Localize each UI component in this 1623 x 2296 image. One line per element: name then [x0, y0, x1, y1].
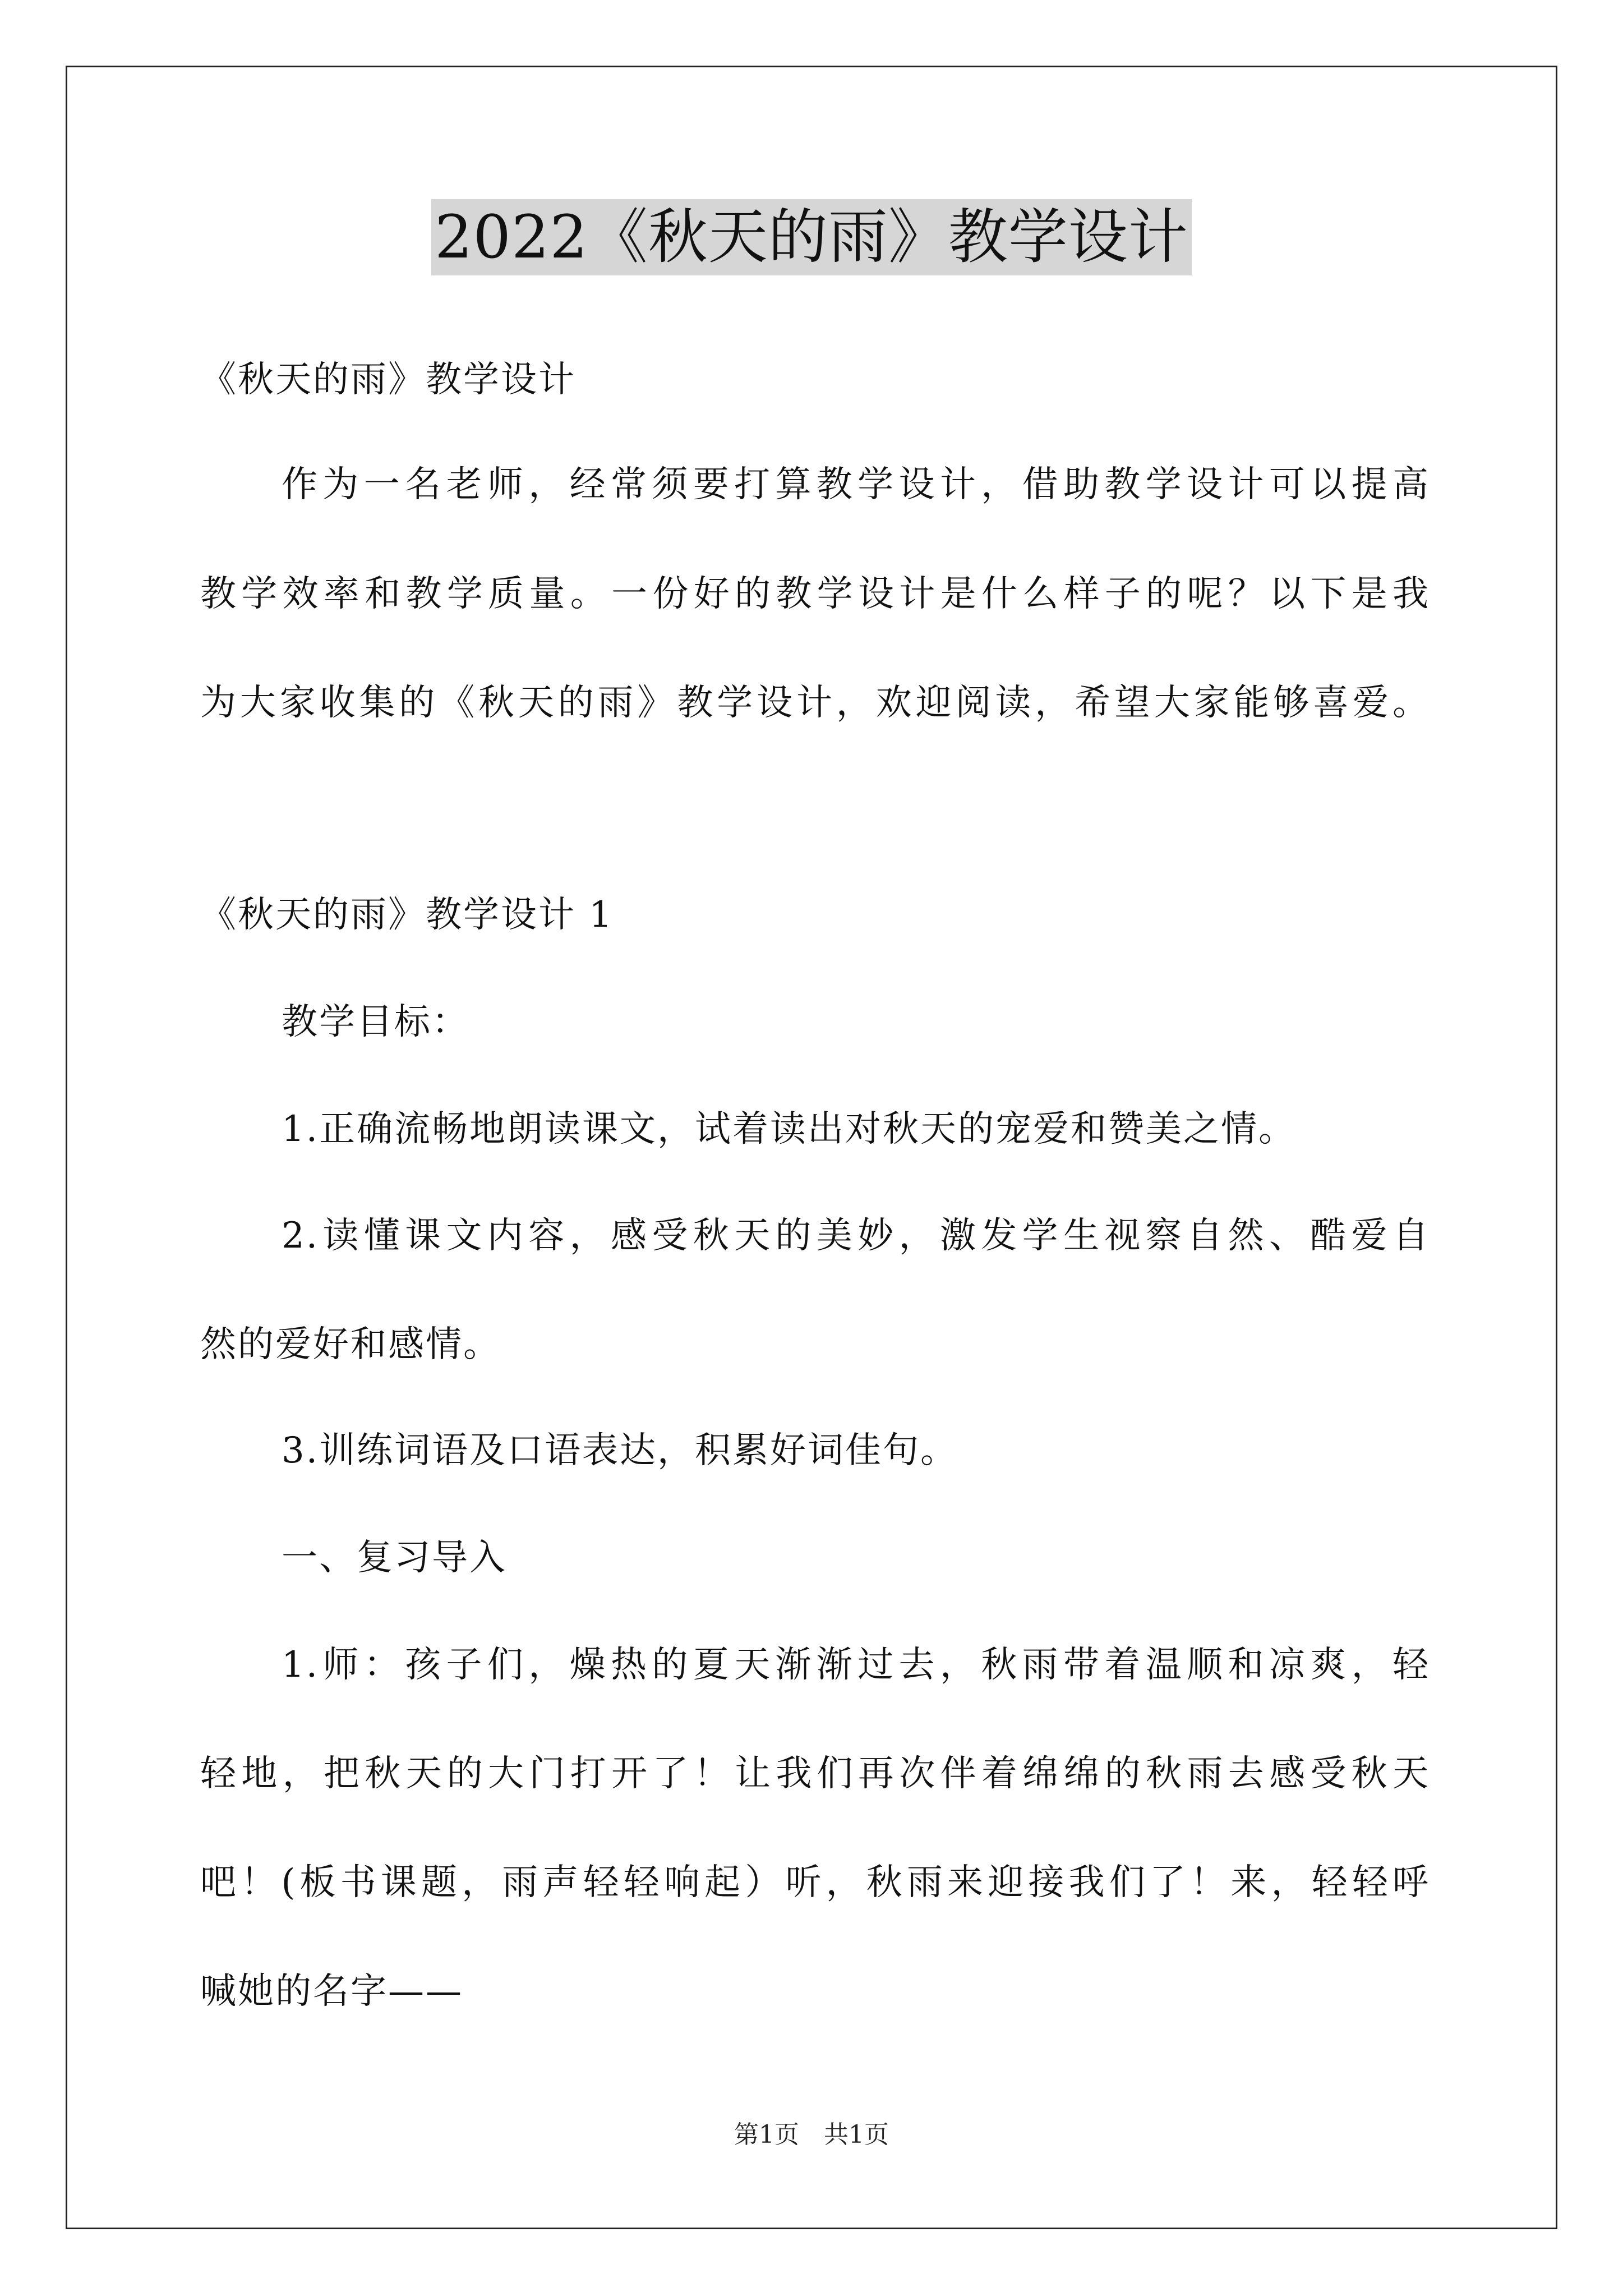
- objective-3: 3.训练词语及口语表达，积累好词佳句。: [282, 1430, 958, 1471]
- step-1-heading: 一、复习导入: [282, 1537, 507, 1579]
- section-heading: 《秋天的雨》教学设计 1: [200, 894, 614, 936]
- objective-1: 1.正确流畅地朗读课文，试着读出对秋天的宠爱和赞美之情。: [282, 1108, 1297, 1150]
- step-1-line-4: 喊她的名字——: [200, 1971, 463, 2012]
- objective-2-line-1: 2.读懂课文内容，感受秋天的美妙，激发学生视察自然、酷爱自: [282, 1215, 1430, 1257]
- title-container: [0, 199, 1623, 275]
- page-number-footer: 第1页 共1页: [734, 2120, 889, 2149]
- step-1-line-2: 轻地，把秋天的大门打开了！让我们再次伴着绵绵的秋雨去感受秋天: [200, 1753, 1430, 1795]
- intro-line-1: 作为一名老师，经常须要打算教学设计，借助教学设计可以提高: [282, 464, 1430, 505]
- step-1-line-3: 吧！(板书课题，雨声轻轻响起）听，秋雨来迎接我们了！来，轻轻呼: [200, 1862, 1430, 1903]
- objectives-label: 教学目标：: [282, 1001, 469, 1043]
- document-title: 2022《秋天的雨》教学设计: [431, 199, 1192, 275]
- step-1-line-1: 1.师：孩子们，燥热的夏天渐渐过去，秋雨带着温顺和凉爽，轻: [282, 1644, 1430, 1686]
- intro-line-2: 教学效率和教学质量。一份好的教学设计是什么样子的呢？以下是我: [200, 573, 1430, 615]
- subtitle: 《秋天的雨》教学设计: [200, 359, 576, 401]
- intro-line-3: 为大家收集的《秋天的雨》教学设计，欢迎阅读，希望大家能够喜爱。: [200, 682, 1430, 724]
- objective-2-line-2: 然的爱好和感情。: [200, 1324, 501, 1365]
